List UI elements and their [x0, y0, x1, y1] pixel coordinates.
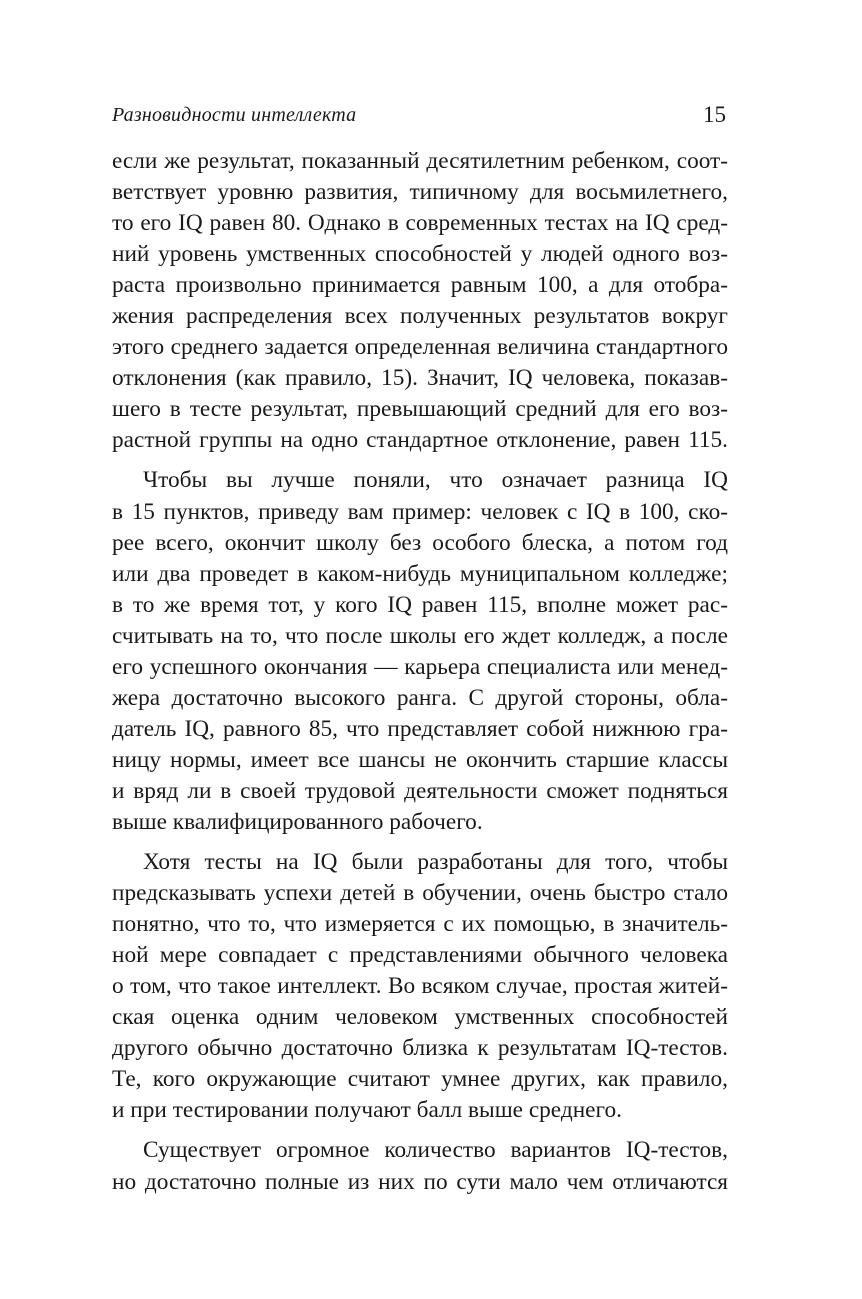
text-line: в 15 пунктов, приведу вам пример: человек с IQ в 100, ско-	[112, 498, 728, 525]
text-line: и при тестировании получают балл выше среднего.	[112, 1097, 622, 1124]
paragraph-2	[112, 465, 728, 838]
text-line: или два проведет в каком-нибудь муниципальном колледже;	[112, 560, 728, 587]
text-line: шего в тесте результат, превышающий средний для его воз-	[112, 396, 728, 423]
text-line: предсказывать успехи детей в обучении, очень быстро стало	[112, 880, 728, 907]
text-line: Существует огромное количество вариантов IQ-тестов,	[143, 1137, 728, 1164]
chapter-title: Разновидности интеллекта	[112, 104, 357, 126]
text-line: ветствует уровню развития, типичному для восьмилетнего,	[112, 179, 728, 206]
paragraph-3	[112, 847, 728, 1126]
running-header	[112, 100, 728, 134]
text-line: считывать на то, что после школы его ждет колледж, а после	[112, 622, 728, 649]
text-line: жера достаточно высокого ранга. С другой стороны, обла-	[112, 684, 728, 711]
text-line: выше квалифицированного рабочего.	[112, 808, 483, 835]
text-line: Хотя тесты на IQ были разработаны для того, чтобы	[143, 849, 728, 876]
text-line: жения распределения всех полученных результатов вокруг	[112, 303, 728, 330]
paragraph-4	[112, 1135, 728, 1197]
text-line: ной мере совпадает с представлениями обычного человека	[112, 942, 728, 969]
text-line: раста произвольно принимается равным 100, а для отобра-	[112, 272, 728, 299]
text-line: но достаточно полные из них по сути мало чем отличаются	[112, 1168, 728, 1195]
text-line: в то же время тот, у кого IQ равен 115, вполне может рас-	[112, 591, 728, 618]
page-number: 15	[703, 102, 726, 127]
text-line: и вряд ли в своей трудовой деятельности сможет подняться	[112, 777, 728, 804]
text-line: рее всего, окончит школу без особого блеска, а потом год	[112, 529, 728, 556]
text-line: понятно, что то, что измеряется с их помощью, в значитель-	[112, 911, 728, 938]
text-line: Те, кого окружающие считают умнее других, как правило,	[112, 1066, 728, 1093]
text-line: его успешного окончания — карьера специалиста или менед-	[112, 653, 728, 680]
text-line: этого среднего задается определенная величина стандартного	[112, 334, 728, 361]
text-line: другого обычно достаточно близка к результатам IQ-тестов.	[112, 1035, 728, 1062]
text-line: Чтобы вы лучше поняли, что означает разница IQ	[143, 467, 728, 494]
text-line: если же результат, показанный десятилетним ребенком, соот-	[112, 148, 728, 174]
text-line: растной группы на одно стандартное отклонение, равен 115.	[112, 427, 728, 454]
text-line: ская оценка одним человеком умственных способностей	[112, 1004, 728, 1031]
body-text	[112, 146, 728, 1198]
text-line: о том, что такое интеллект. Во всяком случае, простая житей-	[112, 973, 728, 1000]
text-line: датель IQ, равного 85, что представляет собой нижнюю гра-	[112, 715, 728, 742]
text-line: ний уровень умственных способностей у людей одного воз-	[112, 241, 728, 268]
text-line: отклонения (как правило, 15). Значит, IQ человека, показав-	[112, 365, 728, 392]
paragraph-1	[112, 146, 728, 456]
text-line: ницу нормы, имеет все шансы не окончить старшие классы	[112, 746, 728, 773]
text-line: то его IQ равен 80. Однако в современных тестах на IQ сред-	[112, 210, 728, 237]
